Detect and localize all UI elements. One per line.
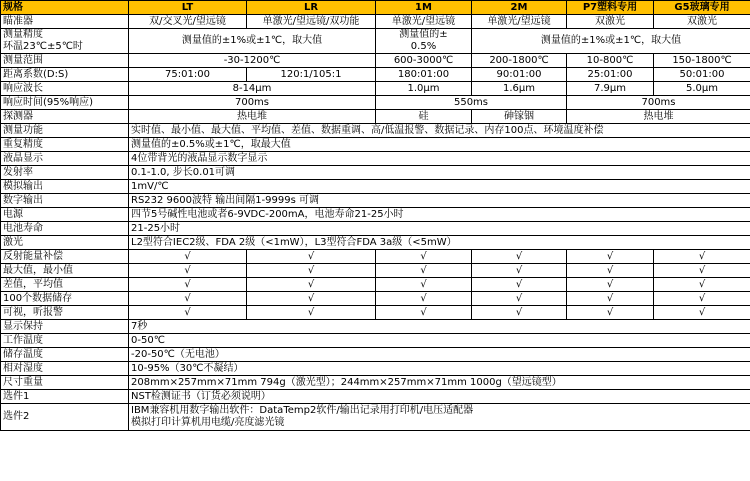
row-lcd [1,152,750,166]
row-label: 瞄准器 [1,15,129,29]
row-op-temp [1,334,750,348]
cell-line: 测量值的± [399,29,448,40]
row-check [1,250,750,264]
row-laser [1,236,750,250]
check-mark: √ [472,264,567,278]
check-mark: √ [654,278,750,292]
row-emissivity [1,166,750,180]
row-label: 测量功能 [1,124,129,138]
row-label: 工作温度 [1,334,129,348]
row-label: 距离系数(D:S) [1,68,129,82]
check-mark: √ [472,250,567,264]
row-label: 相对湿度 [1,362,129,376]
row-label: 发射率 [1,166,129,180]
check-mark: √ [376,250,472,264]
row-label: 激光 [1,236,129,250]
check-mark: √ [129,306,247,320]
row-check [1,306,750,320]
row-accuracy [1,29,750,54]
row-detector [1,110,750,124]
row-functions [1,124,750,138]
cell: 四节5号碱性电池或者6-9VDC-200mA，电池寿命21-25小时 [129,208,750,222]
row-label: 液晶显示 [1,152,129,166]
cell: 600-3000℃ [376,54,472,68]
check-mark: √ [654,292,750,306]
row-option2 [1,404,750,431]
cell: 75:01:00 [129,68,247,82]
row-label: 反射能量补偿 [1,250,129,264]
check-mark: √ [247,292,376,306]
cell: -30-1200℃ [129,54,376,68]
row-label: 显示保持 [1,320,129,334]
model-lt: LT [129,1,247,15]
cell: 1.6μm [472,82,567,96]
check-mark: √ [567,306,654,320]
row-label: 响应时间(95%响应) [1,96,129,110]
row-range [1,54,750,68]
cell-line: 模拟打印计算机用电缆/亮度滤光镜 [131,417,285,428]
check-mark: √ [247,278,376,292]
cell: 10-800℃ [567,54,654,68]
cell: 硅 [376,110,472,124]
cell: NST检测证书（订货必须说明） [129,390,750,404]
row-check [1,264,750,278]
check-mark: √ [129,292,247,306]
cell: 测量值的±1%或±1℃，取大值 [129,29,376,54]
row-battery [1,222,750,236]
check-mark: √ [472,292,567,306]
row-analog [1,180,750,194]
check-mark: √ [129,250,247,264]
cell: 热电堆 [129,110,376,124]
row-label: 选件2 [1,404,129,431]
cell: 单激光/望远镜 [376,15,472,29]
row-label: 差值，平均值 [1,278,129,292]
cell: 0.1-1.0, 步长0.01可调 [129,166,750,180]
row-repeat [1,138,750,152]
check-mark: √ [247,250,376,264]
row-check [1,278,750,292]
check-mark: √ [376,278,472,292]
cell: 150-1800℃ [654,54,750,68]
header-label: 规格 [1,1,129,15]
cell: 单激光/望远镜 [472,15,567,29]
check-mark: √ [129,264,247,278]
row-label: 响应波长 [1,82,129,96]
cell-line: IBM兼容机用数字输出软件：DataTemp2软件/输出记录用打印机/电压适配器 [131,405,474,416]
check-mark: √ [376,306,472,320]
check-mark: √ [472,278,567,292]
row-label: 尺寸重量 [1,376,129,390]
cell: 4位带背光的液晶显示数字显示 [129,152,750,166]
row-digital [1,194,750,208]
cell: 21-25小时 [129,222,750,236]
check-mark: √ [654,250,750,264]
cell: 10-95%（30℃不凝结） [129,362,750,376]
row-response [1,96,750,110]
cell: 7.9μm [567,82,654,96]
row-storage-temp [1,348,750,362]
model-g5: G5玻璃专用 [654,1,750,15]
check-mark: √ [376,292,472,306]
cell: 0-50℃ [129,334,750,348]
row-label: 储存温度 [1,348,129,362]
row-size [1,376,750,390]
cell: RS232 9600波特 输出间隔1-9999s 可调 [129,194,750,208]
row-wavelength [1,82,750,96]
cell: 热电堆 [567,110,750,124]
row-label: 最大值，最小值 [1,264,129,278]
check-mark: √ [654,264,750,278]
cell: 测量值的±0.5%或±1℃，取最大值 [129,138,750,152]
check-mark: √ [567,264,654,278]
cell [376,29,472,54]
row-option1 [1,390,750,404]
check-mark: √ [247,306,376,320]
row-power [1,208,750,222]
row-label: 测量范围 [1,54,129,68]
row-label: 模拟输出 [1,180,129,194]
cell: 砷镓铟 [472,110,567,124]
label-line: 测量精度 [3,29,43,40]
check-mark: √ [472,306,567,320]
cell: 208mm×257mm×71mm 794g（激光型）；244mm×257mm×71mm 1000g（望远镜型） [129,376,750,390]
check-mark: √ [567,250,654,264]
row-label: 数字输出 [1,194,129,208]
cell: 7秒 [129,320,750,334]
cell: 测量值的±1%或±1℃，取大值 [472,29,750,54]
cell: 700ms [567,96,750,110]
model-p7: P7塑料专用 [567,1,654,15]
row-label: 可视，听报警 [1,306,129,320]
row-label [1,29,129,54]
row-hold [1,320,750,334]
cell: 90:01:00 [472,68,567,82]
cell: 550ms [376,96,567,110]
cell: 200-1800℃ [472,54,567,68]
cell: 5.0μm [654,82,750,96]
model-1m: 1M [376,1,472,15]
cell: 25:01:00 [567,68,654,82]
cell: 50:01:00 [654,68,750,82]
row-aiming [1,15,750,29]
cell: 实时值、最小值、最大值、平均值、差值、数据重调、高/低温报警、数据记录、内存100点、环境温度补偿 [129,124,750,138]
check-mark: √ [567,292,654,306]
row-label: 电源 [1,208,129,222]
cell: -20-50℃（无电池） [129,348,750,362]
row-label: 重复精度 [1,138,129,152]
row-label: 探测器 [1,110,129,124]
cell: 双激光 [567,15,654,29]
model-lr: LR [247,1,376,15]
label-line: 环温23℃±5℃时 [3,41,83,52]
row-label: 100个数据储存 [1,292,129,306]
cell: 700ms [129,96,376,110]
row-label: 电池寿命 [1,222,129,236]
cell: 1mV/℃ [129,180,750,194]
cell: 180:01:00 [376,68,472,82]
check-mark: √ [247,264,376,278]
row-check [1,292,750,306]
cell [129,404,750,431]
header-row [1,1,750,15]
check-mark: √ [567,278,654,292]
cell-line: 0.5% [410,41,437,52]
cell: 双/交叉光/望远镜 [129,15,247,29]
model-2m: 2M [472,1,567,15]
cell: L2型符合IEC2级、FDA 2级（<1mW），L3型符合FDA 3a级（<5mW） [129,236,750,250]
check-mark: √ [129,278,247,292]
cell: 1.0μm [376,82,472,96]
row-humidity [1,362,750,376]
cell: 8-14μm [129,82,376,96]
check-mark: √ [654,306,750,320]
check-mark: √ [376,264,472,278]
cell: 双激光 [654,15,750,29]
cell: 单激光/望远镜/双功能 [247,15,376,29]
cell: 120:1/105:1 [247,68,376,82]
row-label: 选件1 [1,390,129,404]
row-ds [1,68,750,82]
